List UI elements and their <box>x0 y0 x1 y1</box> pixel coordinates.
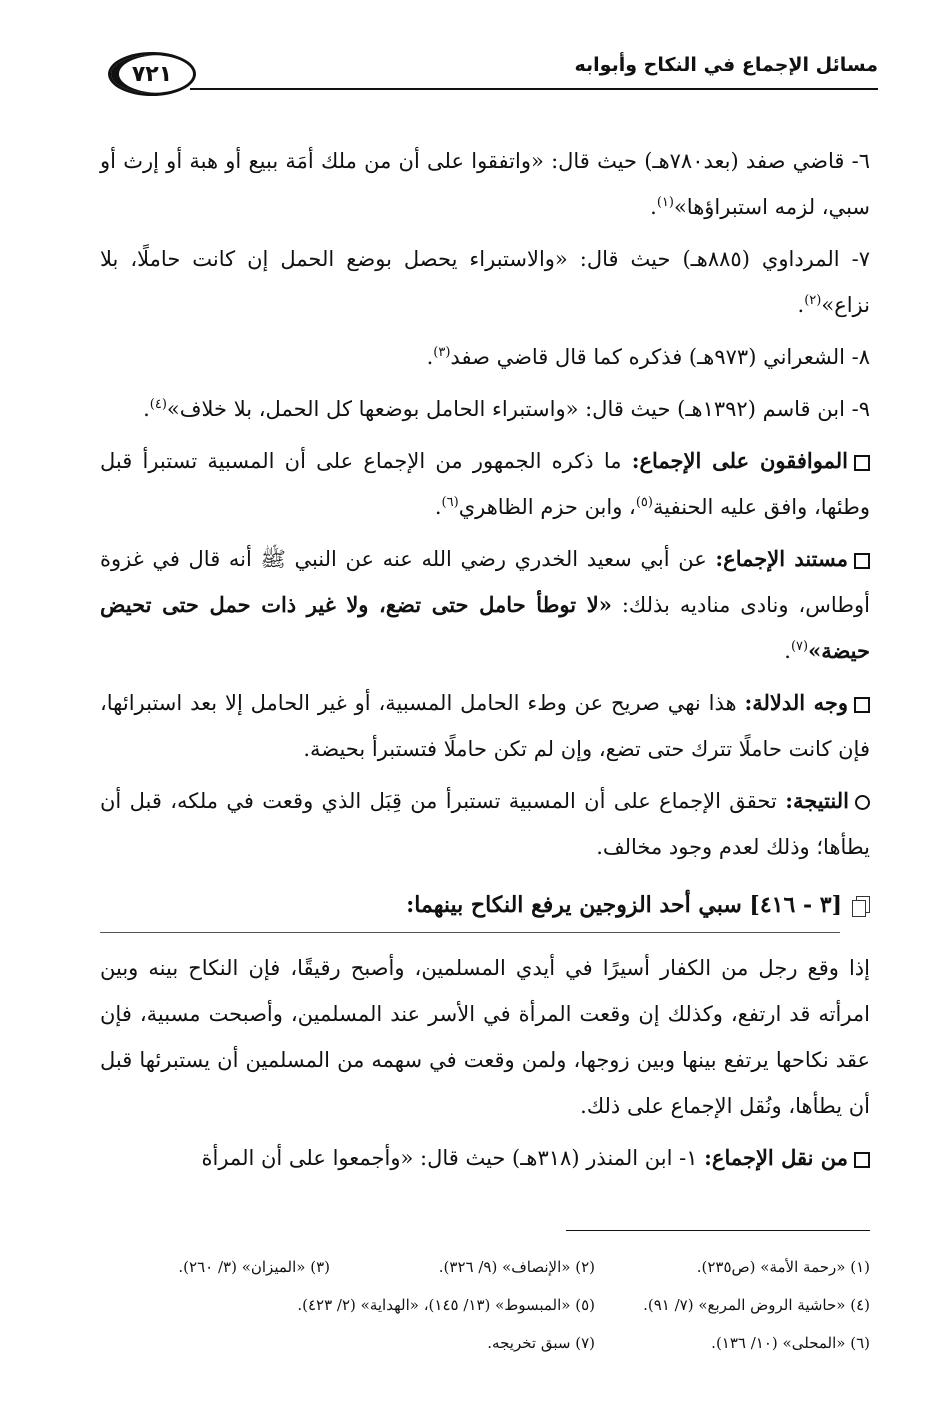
square-bullet-icon <box>854 697 870 713</box>
square-bullet-icon <box>854 553 870 569</box>
running-title: مسائل الإجماع في النكاح وأبوابه <box>574 54 878 76</box>
footnote-ref: (٣) <box>433 345 451 360</box>
page-header <box>108 48 878 100</box>
circle-bullet-icon <box>855 795 870 810</box>
footnote: (٢) «الإنصاف» (٩/ ٣٢٦). <box>438 1258 595 1276</box>
footnote-rule <box>566 1230 870 1231</box>
footnote-ref: (١) <box>656 195 674 210</box>
footnote-row <box>140 1286 870 1324</box>
hadith-text: «لا توطأ حامل حتى تضع، ولا غير ذات حمل حتى تحيض حيضة» <box>100 592 870 663</box>
header-rule <box>190 88 878 90</box>
footnote: (٧) سبق تخريجه. <box>487 1334 595 1352</box>
page-number: ٧٢١ <box>108 52 196 96</box>
result-label: النتيجة: <box>785 788 849 813</box>
item-9: ٩- ابن قاسم (١٣٩٢هـ) حيث قال: «واستبراء الحامل بوضعها كل الحمل، بلا خلاف»$^{(٤)}$. <box>143 397 870 421</box>
square-bullet-icon <box>854 1152 870 1168</box>
item-6: ٦- قاضي صفد (بعد٧٨٠هـ) حيث قال: «واتفقوا على أن من ملك أمَة ببيع أو هبة أو إرث أو سبي، لزمه استبراؤها»$^{(١)}$. <box>100 149 870 219</box>
footnote: (٦) «المحلى» (١٠/ ١٣٦). <box>711 1334 870 1352</box>
footnote-row <box>140 1248 870 1286</box>
documents-icon <box>852 896 870 916</box>
transmit-label: من نقل الإجماع: <box>704 1145 848 1170</box>
footnote: (١) «رحمة الأمة» (ص٢٣٥). <box>696 1258 870 1276</box>
item-7: ٧- المرداوي (٨٨٥هـ) حيث قال: «والاستبراء يحصل بوضع الحمل إن كانت حاملًا، بلا نزاع»$^{(٢)}$. <box>100 247 870 317</box>
section-body: إذا وقع رجل من الكفار أسيرًا في أيدي المسلمين، وأصبح رقيقًا، فإن النكاح بينه وبين امرأته قد ارتفع، وكذلك إن وقعت المرأة في الأسر عند المسلمين، وأصبحت مسبية، فإن عقد نكاحها يرتفع بينها وبين زوجها، ولمن وقعت في سهمه من المسلمين أن يستبرئها قبل أن يطأها، ونُقل الإجماع على ذلك. <box>100 956 870 1118</box>
section-heading: [٣ - ٤١٦] سبي أحد الزوجين يرفع النكاح بينهما: <box>100 882 870 933</box>
square-bullet-icon <box>854 455 870 471</box>
footnote: (٤) «حاشية الروض المربع» (٧/ ٩١). <box>643 1296 870 1314</box>
main-text <box>100 138 870 1187</box>
transmit-paragraph: من نقل الإجماع: ١- ابن المنذر (٣١٨هـ) حيث قال: «وأجمعوا على أن المرأة <box>100 1135 870 1181</box>
evidence-paragraph: وجه الدلالة: هذا نهي صريح عن وطء الحامل المسبية، أو غير الحامل إلا بعد استبرائها، فإن كانت حاملًا تترك حتى تضع، وإن لم تكن حاملًا فتستبرأ بحيضة. <box>100 690 870 761</box>
agreeing-label: الموافقون على الإجماع: <box>631 448 848 473</box>
item-8: ٨- الشعراني (٩٧٣هـ) فذكره كما قال قاضي صفد$^{(٣)}$. <box>426 345 870 369</box>
footnote-ref: (٧) <box>790 639 809 654</box>
footnote: (٥) «المبسوط» (١٣/ ١٤٥)، «الهداية» (٢/ ٤٢٣). <box>297 1296 595 1314</box>
footnote-row <box>140 1324 870 1362</box>
footnotes <box>140 1248 870 1362</box>
section-rule <box>100 932 840 933</box>
basis-label: مستند الإجماع: <box>715 546 848 571</box>
result-paragraph: النتيجة: تحقق الإجماع على أن المسبية تستبرأ من قِبَل الذي وقعت في ملكه، قبل أن يطأها؛ وذلك لعدم وجود مخالف. <box>100 788 870 859</box>
footnote: (٣) «الميزان» (٣/ ٢٦٠). <box>178 1258 330 1276</box>
footnote-ref: (٥) <box>635 495 653 510</box>
basis-paragraph: مستند الإجماع: عن أبي سعيد الخدري رضي الله عنه عن النبي ﷺ أنه قال في غزوة أوطاس، ونادى مناديه بذلك: «لا توطأ حامل حتى تضع، ولا غير ذات حمل حتى تحيض حيضة»$^{(٧)}$. <box>100 546 870 663</box>
footnote-ref: (٢) <box>804 293 822 308</box>
evidence-label: وجه الدلالة: <box>744 690 848 715</box>
footnote-ref: (٦) <box>441 495 459 510</box>
footnote-ref: (٤) <box>149 397 167 412</box>
agreeing-paragraph: الموافقون على الإجماع: ما ذكره الجمهور من الإجماع على أن المسبية تستبرأ قبل وطئها، وافق عليه الحنفية$^{(٥)}$، وابن حزم الظاهري$^{(٦)}$. <box>100 448 870 519</box>
